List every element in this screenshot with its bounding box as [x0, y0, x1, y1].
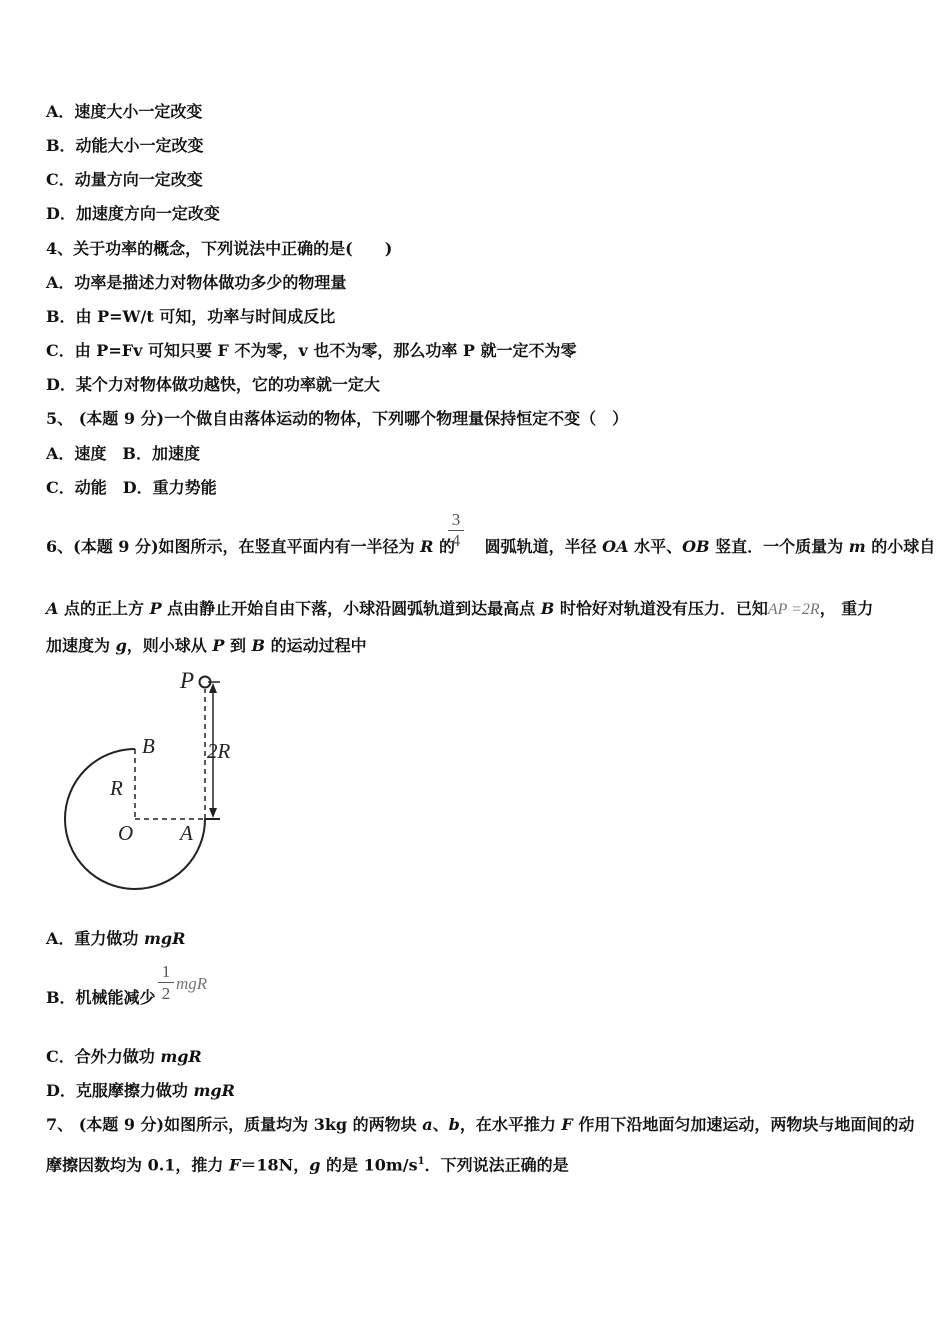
- q6-fraction-three-quarters: $\frac{3}{4}$: [448, 510, 464, 551]
- q6-option-b: B．机械能减少: [46, 988, 156, 1007]
- q4-option-d: D．某个力对物体做功越快，它的功率就一定大: [46, 375, 380, 394]
- q5-stem: 5、 (本题 9 分)一个做自由落体运动的物体，下列哪个物理量保持恒定不变（ ）: [46, 409, 629, 428]
- q6-option-d: D．克服摩擦力做功 mgR: [46, 1081, 235, 1100]
- q4-option-b: B．由 P=W/t 可知，功率与时间成反比: [46, 307, 336, 326]
- label-p: P: [180, 668, 195, 693]
- q3-option-c: C．动量方向一定改变: [46, 170, 203, 189]
- label-b: B: [142, 734, 155, 758]
- q6-stem-line1: 6、(本题 9 分)如图所示，在竖直平面内有一半径为 R 的 圆弧轨道，半径 OA 水平、OB 竖直．一个质量为 m 的小球自: [46, 537, 936, 556]
- q7-stem-line1: 7、 (本题 9 分)如图所示，质量均为 3kg 的两物块 a、b，在水平推力 F 作用下沿地面匀加速运动，两物块与地面间的动: [46, 1115, 915, 1134]
- label-o: O: [118, 821, 134, 845]
- q3-option-a: A．速度大小一定改变: [46, 102, 203, 121]
- q3-option-b: B．动能大小一定改变: [46, 136, 204, 155]
- q6-track-figure: [50, 665, 310, 905]
- q6-stem-line3: 加速度为 g，则小球从 P 到 B 的运动过程中: [46, 636, 367, 655]
- label-a: A: [180, 821, 193, 845]
- label-r: R: [110, 776, 123, 800]
- q6-option-b-value: mgR: [176, 974, 208, 993]
- q4-stem: 4、关于功率的概念，下列说法中正确的是( ): [46, 239, 393, 258]
- label-2r: 2R: [207, 739, 231, 763]
- arrow-down: [209, 808, 217, 818]
- q6-option-c: C．合外力做功 mgR: [46, 1047, 202, 1066]
- q3-option-d: D．加速度方向一定改变: [46, 204, 220, 223]
- q4-option-a: A．功率是描述力对物体做功多少的物理量: [46, 273, 347, 292]
- q6-equation-ap: AP =2R: [767, 601, 820, 618]
- q5-options-row2: C．动能 D．重力势能: [46, 478, 217, 497]
- q5-options-row1: A．速度 B．加速度: [46, 444, 200, 463]
- q6-option-b-fraction: $\frac{1}{2}$: [158, 961, 174, 1004]
- q6-option-a: A．重力做功 mgR: [46, 929, 186, 948]
- q7-stem-line2: 摩擦因数均为 0.1，推力 F＝18N，g 的是 $10m/s^1$．下列说法正确的是: [46, 1155, 569, 1175]
- q6-stem-line2: A 点的正上方 P 点由静止开始自由下落，小球沿圆弧轨道到达最高点 B 时恰好对轨道没有压力．已知AP =2R， 重力: [46, 599, 874, 618]
- q4-option-c: C．由 P=Fv 可知只要 F 不为零，v 也不为零，那么功率 P 就一定不为零: [46, 341, 577, 360]
